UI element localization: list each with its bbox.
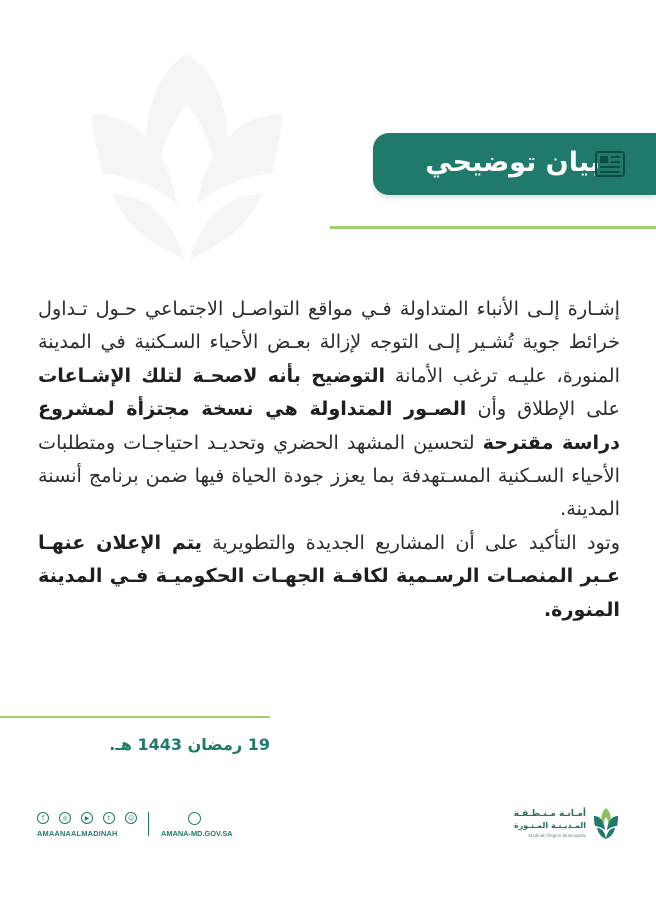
- document-icon: [595, 151, 625, 177]
- title-banner: [373, 133, 656, 195]
- snapchat-icon[interactable]: ☺: [125, 812, 137, 824]
- social-links: [37, 812, 137, 838]
- logo-text-line1: أمـانـة مـنـطـقـة: [513, 809, 586, 819]
- youtube-icon[interactable]: ▶: [81, 812, 93, 824]
- bold-text-run: التوضيح بأنه لاصحـة لتلك الإشـاعات: [38, 363, 386, 387]
- social-handle[interactable]: AMAANAALMADINAH: [37, 829, 118, 838]
- hijri-date: 19 رمضان 1443 هـ.: [109, 735, 270, 754]
- website-url[interactable]: AMANA-MD.GOV.SA: [161, 829, 233, 838]
- footer-divider: [148, 812, 149, 836]
- facebook-icon[interactable]: f: [37, 812, 49, 824]
- website-link: [161, 812, 233, 838]
- page-title: بيان توضيحي: [425, 147, 600, 178]
- municipality-logo: [498, 806, 620, 846]
- social-icons-row: [37, 812, 137, 824]
- palm-logo-icon: [592, 806, 620, 840]
- instagram-icon[interactable]: ◎: [59, 812, 71, 824]
- globe-icon: [188, 812, 201, 825]
- text-run: إشـارة إلـى الأنباء المتداولة فـي مواقع التواصـل الاجتماعي حـول تـداول خرائط جوية تُشـير إلـى التوجه لإزالة بعـض الأحياء السـكنية في المدينة المنورة، عليـه ترغب الأمانة: [38, 297, 620, 387]
- bold-text-run: الصـور المتداولة هي نسخة مجتزأة لمشروع دراسة مقترحة: [38, 397, 620, 454]
- bold-text-run: يتم الإعلان عنهـا عـبر المنصـات الرسـمية لكافـة الجهـات الحكوميـة فـي المدينة المنورة.: [38, 530, 620, 621]
- paragraph-2: [38, 526, 620, 626]
- watermark-logo: [72, 34, 302, 264]
- logo-text-en: Madinah Region Municipality: [528, 833, 586, 838]
- text-run: على الإطلاق وأن: [466, 397, 620, 421]
- text-run: وتود التأكيد على أن المشاريع الجديدة والتطويرية: [201, 530, 621, 554]
- logo-text-line2: المـديـنـة المـنـورة: [513, 821, 586, 830]
- paragraph-1: [38, 292, 620, 526]
- text-run: لتحسين المشهد الحضري وتحديـد احتياجـات ومتطلبات الأحياء السـكنية المسـتهدفة بما يعزز جودة الحياة فيها ضمن برنامج أنسنة المدينة.: [38, 430, 620, 521]
- twitter-icon[interactable]: t: [103, 812, 115, 824]
- title-underline: [330, 226, 656, 229]
- statement-body: [38, 292, 620, 626]
- date-underline: [0, 716, 270, 718]
